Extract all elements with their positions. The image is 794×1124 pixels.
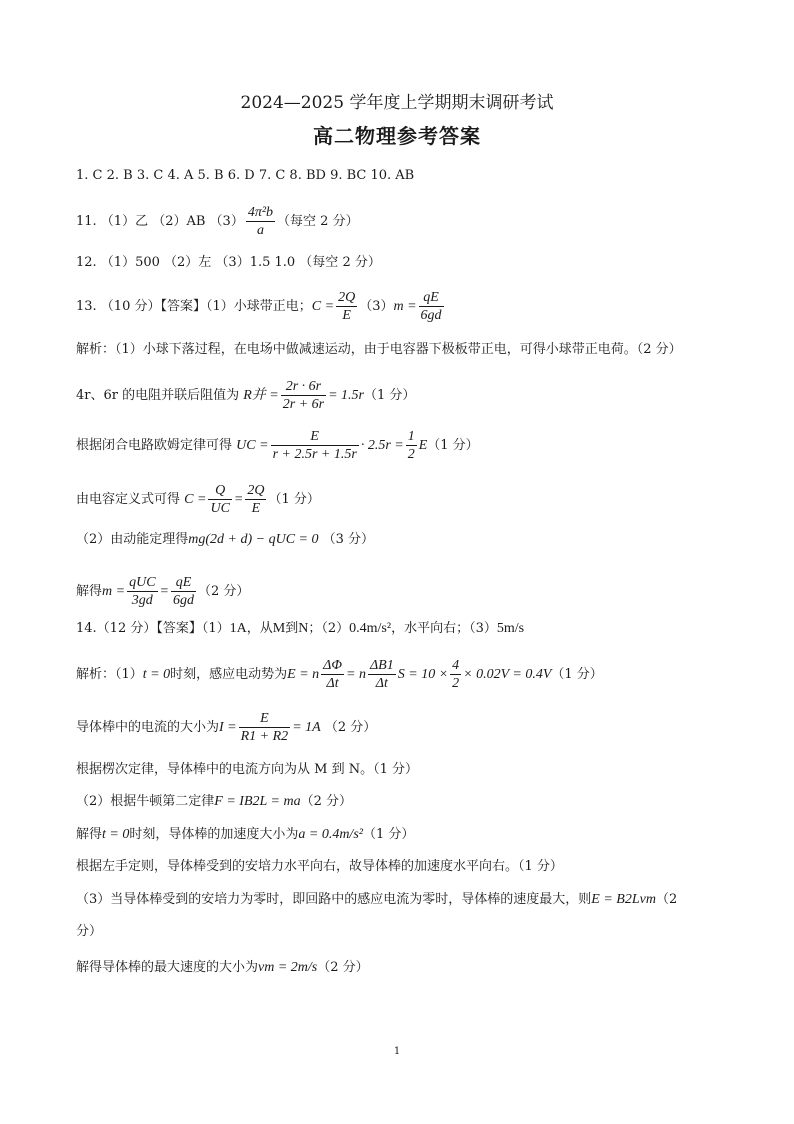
- q11-numerator: 4π²b: [247, 205, 274, 220]
- q14-l1-mid: = n: [346, 667, 366, 682]
- q13-l3-mid: · 2.5r =: [360, 438, 404, 453]
- q14-a1-sep: ；（2）: [308, 621, 350, 636]
- q14-l1-rhs: × 0.02V = 0.4V: [463, 667, 552, 682]
- q14-l1-tail: （1 分）: [551, 667, 603, 682]
- q14-l2-fraction: [239, 710, 291, 745]
- q13-capacitance: [76, 482, 320, 517]
- q13-l3-den: r + 2.5r + 1.5r: [272, 447, 357, 462]
- q13-m-eq: m =: [393, 299, 417, 314]
- q14-l5-pre: 解得: [76, 827, 103, 842]
- multiple-choice-answers: 1. C 2. B 3. C 4. A 5. B 6. D 7. C 8. BD 9. BC 10. AB: [76, 168, 415, 183]
- q13-l4-fraction: [208, 482, 231, 517]
- q11-tail: （每空 2 分）: [277, 214, 359, 229]
- q13-l4-lhs: C =: [184, 492, 207, 507]
- q14-l1-fraction3: [450, 657, 461, 692]
- q13-l3-rhs: E: [418, 438, 428, 453]
- q14-l1-fraction: [321, 657, 344, 692]
- question-11: [76, 204, 359, 239]
- q14-l1-pre: 解析：（1）: [76, 667, 143, 682]
- question-12: 12. （1）500 （2）左 （3）1.5 1.0 （每空 2 分）: [76, 255, 381, 270]
- q13-l2-den: 2r + 6r: [282, 397, 325, 412]
- q14-l1-mid2: S = 10 ×: [397, 667, 449, 682]
- q13-l4-num2: 2Q: [247, 483, 265, 498]
- q11-label: 11. （1）乙 （2）AB （3）: [76, 214, 244, 229]
- q14-l1-lhs: E = n: [287, 667, 320, 682]
- q13-mid: （3）: [359, 299, 394, 314]
- q13-l3-fraction2: [406, 428, 417, 463]
- exam-title: 2024—2025 学年度上学期期末调研考试: [240, 93, 554, 113]
- q13-l2-tail: （1 分）: [364, 388, 416, 403]
- q14-left-hand-rule: 根据左手定则，导体棒受到的安培力水平向右，故导体棒的加速度水平向右。（1 分）: [76, 859, 563, 874]
- q14-newton-law: [76, 792, 352, 812]
- q14-l1-num3: 4: [452, 658, 460, 673]
- q14-a1: 1A: [229, 621, 247, 636]
- q13-l6-pre: 解得: [76, 584, 103, 599]
- q13-l3-num: E: [271, 428, 359, 446]
- q14-l5-t0: t = 0: [102, 827, 130, 842]
- q14-l8: 分）: [76, 924, 103, 939]
- q13-l3-fraction: [271, 428, 359, 463]
- q14-l1-den: Δt: [326, 676, 339, 691]
- q13-l2-rhs: = 1.5r: [328, 388, 364, 403]
- q13-l6-den2: 6gd: [172, 593, 194, 608]
- q13-c-num: 2Q: [338, 290, 356, 305]
- q14-l1-num: ΔΦ: [323, 658, 343, 673]
- q14-a1-to: 到: [285, 621, 299, 636]
- q13-l6-fraction: [127, 574, 157, 609]
- q14-l7-tail: （2: [655, 892, 678, 907]
- q14-a1-n: N: [298, 621, 309, 636]
- q14-a2: 0.4m/s²: [349, 621, 392, 636]
- q13-c-den: E: [342, 308, 351, 323]
- q13-m-den: 6gd: [420, 308, 442, 323]
- page-number: 1: [393, 1046, 401, 1057]
- q13-l3-pre: 根据闭合电路欧姆定律可得: [76, 438, 233, 453]
- q13-m-fraction: [419, 289, 444, 324]
- q13-l3-den2: 2: [407, 447, 415, 462]
- q14-l5-tail: （1 分）: [362, 827, 415, 842]
- question-13-answer: [76, 289, 446, 324]
- q13-analysis: 解析：（1）小球下落过程，在电场中做减速运动，由于电容器下极板带正电，可得小球带正电荷。（2 分）: [76, 342, 682, 357]
- q14-lenz-law: 根据楞次定律，导体棒中的电流方向为从 M 到 N。（1 分）: [76, 762, 418, 777]
- q13-l6-fraction2: [171, 574, 196, 609]
- q14-l2-lhs: I =: [219, 720, 237, 735]
- q14-l1-text: 时刻，感应电动势为: [170, 667, 288, 682]
- q14-l5-eq: a = 0.4m/s²: [298, 827, 363, 842]
- q13-l2-lhs: R并 =: [243, 388, 279, 403]
- q14-l2-tail: （2 分）: [324, 720, 377, 735]
- q14-l4-tail: （2 分）: [300, 794, 352, 809]
- q14-label: 14.（12 分）【答案】（1）: [76, 621, 230, 636]
- question-14-answer: [76, 619, 524, 639]
- q13-energy-theorem: [76, 530, 374, 550]
- q13-solve-mass: [76, 574, 249, 609]
- q14-l1-t0: t = 0: [142, 667, 171, 682]
- q13-l6-num2: qE: [171, 574, 196, 592]
- q13-l6-eq: =: [159, 584, 169, 599]
- q14-a1-m: M: [272, 621, 286, 636]
- q14-a2-text: ，水平向右；（3）: [391, 621, 497, 636]
- q14-l4-eq: F = IB2L = ma: [214, 794, 301, 809]
- q13-l4-den: UC: [210, 501, 230, 516]
- q14-l1-den3: 2: [452, 676, 460, 691]
- q13-l4-fraction2: [245, 482, 266, 517]
- q14-l4: （2）根据牛顿第二定律: [76, 794, 215, 809]
- q14-l2-den: R1 + R2: [240, 729, 289, 744]
- q13-l5-tail: （3 分）: [322, 532, 375, 547]
- q14-current: [76, 710, 376, 745]
- q13-l4-eq: =: [233, 492, 244, 507]
- q13-c-fraction: [336, 289, 357, 324]
- q14-l7: （3）当导体棒受到的安培力为零时，即回路中的感应电流为零时，导体棒的速度最大，则: [76, 892, 592, 907]
- q13-l6-tail: （2 分）: [197, 584, 250, 599]
- q13-l3-tail: （1 分）: [427, 438, 479, 453]
- q14-a1-text: ，从: [246, 621, 273, 636]
- q14-l1-den2: Δt: [375, 676, 388, 691]
- q14-max-speed-condition: [76, 890, 677, 910]
- q13-l5-eq: mg(2d + d) − qUC = 0: [188, 532, 319, 547]
- q13-l4-pre: 由电容定义式可得: [76, 492, 181, 507]
- q14-l7-eq: E = B2Lvm: [591, 892, 656, 907]
- q11-denominator: a: [256, 223, 264, 238]
- q13-m-num: qE: [419, 289, 444, 307]
- q14-l9-tail: （2 分）: [317, 960, 369, 975]
- q14-acceleration: [76, 825, 414, 845]
- q13-l4-num: Q: [208, 482, 231, 500]
- q14-l2-pre: 导体棒中的电流的大小为: [76, 720, 220, 735]
- q14-l5-text: 时刻，导体棒的加速度大小为: [129, 827, 299, 842]
- q13-l6-num: qUC: [129, 575, 156, 590]
- q14-a3: 5m/s: [496, 621, 525, 636]
- q13-l2-fraction: [281, 378, 326, 413]
- q13-l6-den: 3gd: [131, 593, 153, 608]
- q13-ohms-law: [76, 428, 479, 463]
- q14-l2-rhs: = 1A: [292, 720, 321, 735]
- q14-l9-pre: 解得导体棒的最大速度的大小为: [76, 960, 259, 975]
- q14-l1-num2: ΔB1: [369, 658, 394, 673]
- q14-l2-num: E: [239, 710, 291, 728]
- q13-l2-pre: 4r、6r 的电阻并联后阻值为: [76, 388, 240, 403]
- q13-l4-tail: （1 分）: [268, 492, 320, 507]
- q13-l3-lhs: UC =: [236, 438, 269, 453]
- q13-l5: （2）由动能定理得: [76, 532, 189, 547]
- q13-parallel-resistance: [76, 378, 415, 413]
- q14-l9-eq: vm = 2m/s: [258, 960, 318, 975]
- q14-emf: [76, 657, 603, 692]
- q14-l1-fraction2: [368, 657, 396, 692]
- answer-key-title: 高二物理参考答案: [313, 124, 481, 148]
- q13-label: 13. （10 分）【答案】（1）小球带正电；: [76, 299, 312, 314]
- q13-l3-num2: 1: [407, 429, 415, 444]
- q14-max-speed: [76, 958, 369, 978]
- q13-l4-den2: E: [251, 501, 261, 516]
- q13-c-eq: C =: [311, 299, 335, 314]
- q13-l2-num: 2r · 6r: [281, 378, 326, 396]
- q11-fraction: [246, 204, 275, 239]
- q13-l6-lhs: m =: [102, 584, 126, 599]
